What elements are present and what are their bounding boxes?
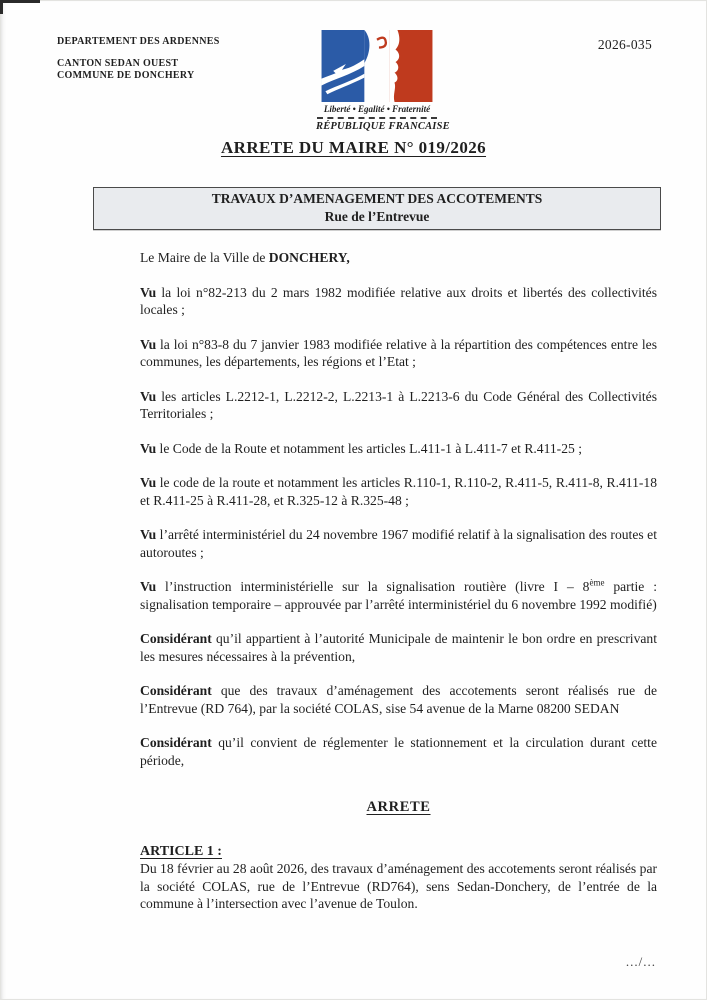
logo-divider bbox=[317, 117, 437, 119]
commune-name-bold: DONCHERY, bbox=[268, 250, 350, 265]
decree-title: ARRETE DU MAIRE N° 019/2026 bbox=[220, 138, 487, 157]
recital-paragraph: Vu les articles L.2212-1, L.2212-2, L.2213-1 à L.2213-6 du Code Général des Collectivités Territoriales ; bbox=[140, 388, 657, 421]
department-label: DEPARTEMENT DES ARDENNES bbox=[57, 36, 220, 47]
reference-number: 2026-035 bbox=[597, 37, 652, 52]
logo-republic-label: RÉPUBLIQUE FRANCAISE bbox=[316, 121, 450, 132]
article-1-heading: ARTICLE 1 : bbox=[140, 843, 222, 859]
considerant-paragraph: Considérant qu’il appartient à l’autorité Municipale de maintenir le bon ordre en prescrivant les mesures nécessaires à la prévention, bbox=[140, 631, 657, 664]
recital-paragraph: Vu l’arrêté interministériel du 24 novembre 1967 modifié relatif à la signalisation des routes et autoroutes ; bbox=[140, 527, 657, 560]
scan-corner-artifact bbox=[0, 0, 40, 16]
canton-label: CANTON SEDAN OUEST bbox=[57, 58, 179, 69]
opening-paragraph: Le Maire de la Ville de DONCHERY, bbox=[140, 250, 350, 265]
subject-line-2: Rue de l’Entrevue bbox=[324, 209, 430, 224]
marianne-logo-icon bbox=[320, 30, 434, 102]
considerant-paragraph: Considérant qu’il convient de réglementer le stationnement et la circulation durant cette période, bbox=[140, 735, 657, 768]
superscript-eme: ème bbox=[589, 577, 605, 588]
issuing-authority-block bbox=[57, 36, 220, 82]
recital-paragraph: Vu la loi n°83-8 du 7 janvier 1983 modifiée relative à la répartition des compétences entre les communes, les départements, les régions et l’Etat ; bbox=[140, 336, 657, 369]
page-continuation-mark: .../... bbox=[625, 954, 656, 969]
recital-paragraph: Vu la loi n°82-213 du 2 mars 1982 modifiée relative aux droits et libertés des collectivités locales ; bbox=[140, 284, 657, 317]
decree-body bbox=[140, 249, 657, 930]
considerant-paragraph: Considérant que des travaux d’aménagement des accotements seront réalisés rue de l’Entrevue (RD 764), par la société COLAS, sise 54 avenue de la Marne 08200 SEDAN bbox=[140, 683, 657, 716]
recital-paragraph: Vu l’instruction interministérielle sur la signalisation routière (livre I – 8ème partie : signalisation temporaire – approuvée par l’arrêté interministériel du 6 novembre 1992 modifié) bbox=[140, 577, 657, 612]
logo-motto: Liberté • Egalité • Fraternité bbox=[323, 104, 431, 114]
recital-paragraph: Vu le Code de la Route et notamment les articles L.411-1 à L.411-7 et R.411-25 ; bbox=[140, 440, 582, 456]
republique-francaise-logo bbox=[316, 30, 450, 132]
arrete-heading: ARRETE bbox=[366, 799, 431, 815]
recital-paragraph: Vu le code de la route et notamment les articles R.110-1, R.110-2, R.411-5, R.411-8, R.411-18 et R.411-25 à R.411-28, et R.325-12 à R.325-48 ; bbox=[140, 475, 657, 508]
subject-box bbox=[93, 187, 661, 230]
subject-line-1: TRAVAUX D’AMENAGEMENT DES ACCOTEMENTS bbox=[211, 191, 543, 206]
commune-label: COMMUNE DE DONCHERY bbox=[57, 70, 195, 81]
article-1-text: Du 18 février au 28 août 2026, des travaux d’aménagement des accotements seront réalisés par la société COLAS, rue de l’Entrevue (RD764), sens Sedan-Donchery, de l’entrée de la commune à l’intersection avec l’avenue de Toulon. bbox=[140, 861, 657, 911]
